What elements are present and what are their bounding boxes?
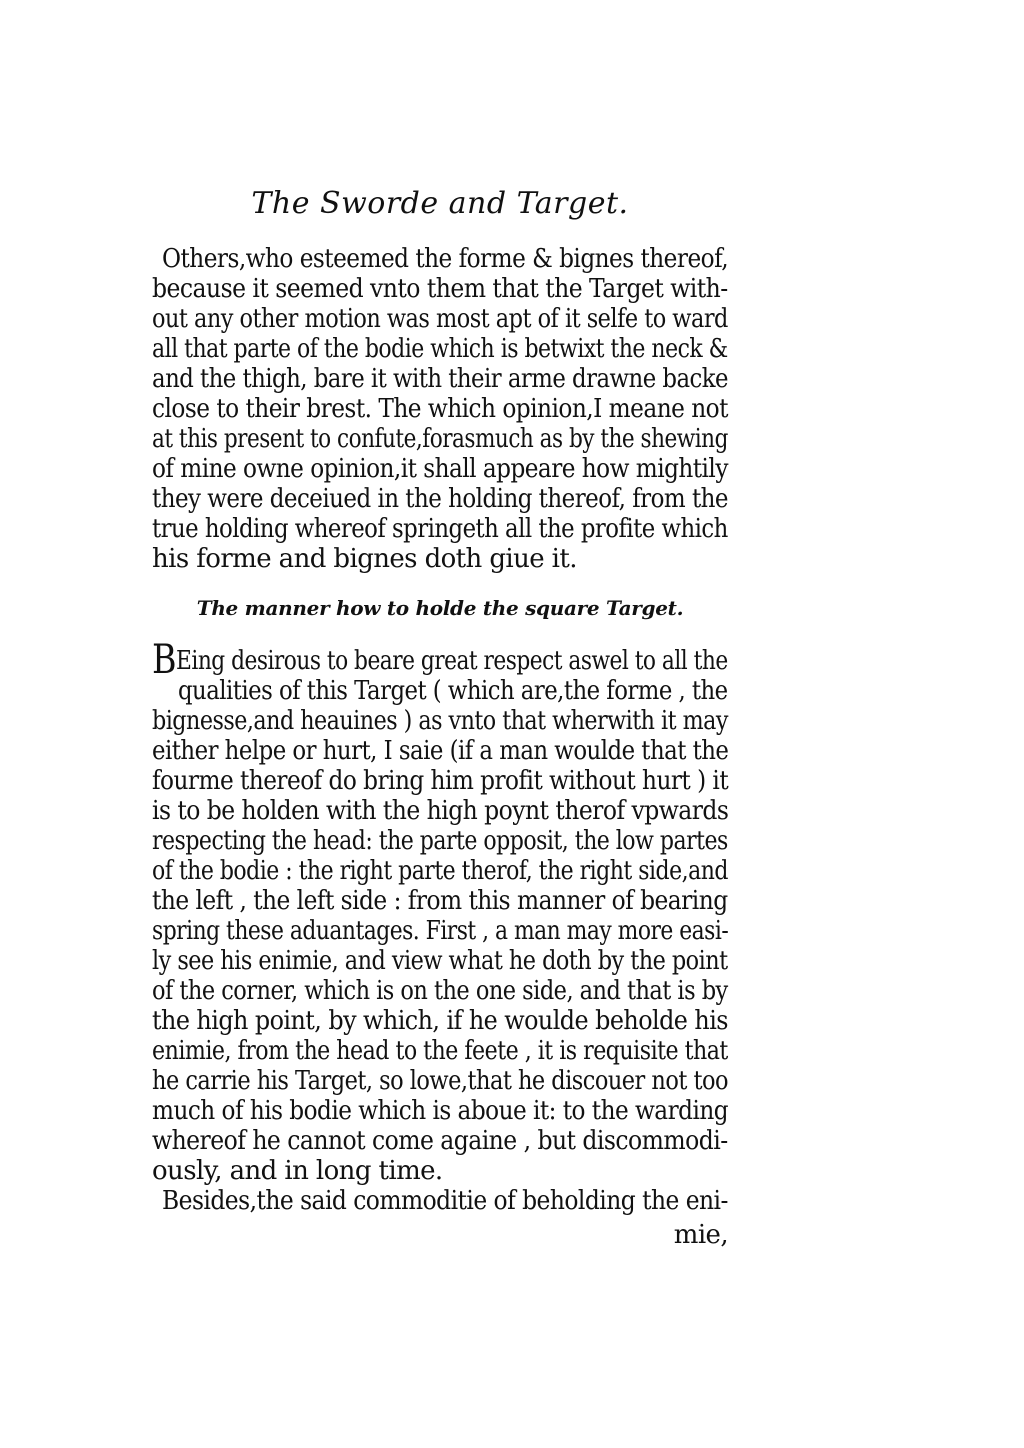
text-line: and the thigh, bare it with their arme drawne backe bbox=[152, 364, 729, 394]
text-line: all that parte of the bodie which is betwixt the neck & bbox=[152, 334, 728, 364]
text-line: ously, and in long time. bbox=[152, 1156, 443, 1186]
drop-cap: B bbox=[152, 637, 177, 683]
text-line: at this present to confute,forasmuch as by the shewing bbox=[152, 424, 728, 454]
text-line: is to be holden with the high poynt therof vpwards bbox=[152, 796, 729, 826]
text-line: Besides,the said commoditie of beholding the eni- bbox=[162, 1186, 728, 1216]
text-line: they were deceiued in the holding thereof, from the bbox=[152, 484, 728, 514]
text-line: because it seemed vnto them that the Target with- bbox=[152, 274, 728, 304]
text-line: whereof he cannot come againe , but discommodi- bbox=[152, 1126, 728, 1156]
text-line: his forme and bignes doth giue it. bbox=[152, 544, 577, 574]
text-line: he carrie his Target, so lowe,that he discouer not too bbox=[152, 1066, 728, 1096]
text-line: true holding whereof springeth all the profite which bbox=[152, 514, 728, 544]
text-line: ly see his enimie, and view what he doth by the point bbox=[152, 946, 728, 976]
catchword: mie, bbox=[673, 1220, 728, 1250]
text-line: fourme thereof do bring him profit without hurt ) it bbox=[152, 766, 729, 796]
text-line: out any other motion was most apt of it selfe to ward bbox=[152, 304, 728, 334]
text-line: much of his bodie which is aboue it: to the warding bbox=[152, 1096, 729, 1126]
text-line: respecting the head: the parte opposit, the low partes bbox=[152, 826, 728, 856]
text-line: of the bodie : the right parte therof, the right side,and bbox=[152, 856, 728, 886]
text-line: spring these aduantages. First , a man may more easi- bbox=[152, 916, 729, 946]
text-line: close to their brest. The which opinion,I meane not bbox=[152, 394, 728, 424]
text-line-first bbox=[152, 637, 728, 683]
text-line-first-rest: Eing desirous to beare great respect aswel to all the bbox=[176, 646, 728, 676]
text-line: qualities of this Target ( which are,the forme , the bbox=[178, 676, 728, 706]
text-line: the high point, by which, if he woulde beholde his bbox=[152, 1006, 728, 1036]
text-line: either helpe or hurt, I saie (if a man woulde that the bbox=[152, 736, 729, 766]
text-line: bignesse,and heauines ) as vnto that wherwith it may bbox=[152, 706, 728, 736]
text-line: Others,who esteemed the forme & bignes thereof, bbox=[162, 244, 729, 274]
text-line: of the corner, which is on the one side, and that is by bbox=[152, 976, 728, 1006]
text-line: enimie, from the head to the feete , it is requisite that bbox=[152, 1036, 728, 1066]
text-line: the left , the left side : from this manner of bearing bbox=[152, 886, 728, 916]
running-head: The Sworde and Target. bbox=[251, 186, 629, 221]
section-heading: The manner how to holde the square Target. bbox=[196, 596, 684, 620]
text-line: of mine owne opinion,it shall appeare how mightily bbox=[152, 454, 728, 484]
